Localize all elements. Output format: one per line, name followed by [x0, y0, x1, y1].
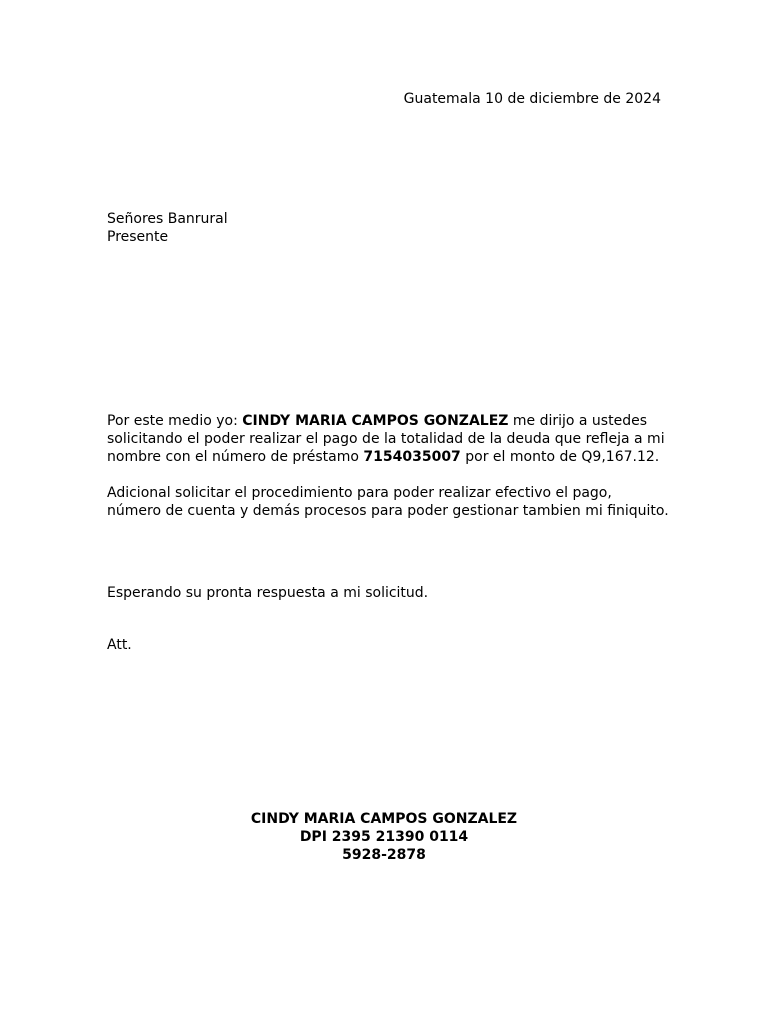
loan-prefix: nombre con el número de préstamo [107, 449, 364, 465]
request-line-1 [107, 412, 667, 430]
request-line-3 [107, 448, 667, 466]
closing-line: Esperando su pronta respuesta a mi solicitud. [107, 585, 429, 601]
additional-line-1: Adicional solicitar el procedimiento para poder realizar efectivo el pago, [107, 485, 612, 501]
recipient-name: Señores Banrural [107, 211, 228, 227]
additional-paragraph [107, 484, 667, 520]
request-paragraph [107, 412, 667, 466]
loan-number: 7154035007 [363, 449, 461, 465]
signature-name: CINDY MARIA CAMPOS GONZALEZ [250, 811, 518, 827]
signature-phone: 5928-2878 [342, 847, 426, 863]
additional-line-2: número de cuenta y demás procesos para poder gestionar tambien mi finiquito. [107, 503, 669, 519]
recipient-block [107, 210, 228, 246]
request-prefix: Por este medio yo: [107, 413, 243, 429]
signature-block [0, 810, 768, 864]
requester-name: CINDY MARIA CAMPOS GONZALEZ [242, 413, 509, 429]
recipient-presente: Presente [107, 229, 169, 245]
amount-text: por el monto de Q9,167.12. [460, 449, 660, 465]
date-line: Guatemala 10 de diciembre de 2024 [403, 91, 661, 107]
signature-dpi: DPI 2395 21390 0114 [299, 829, 469, 845]
request-line-2: solicitando el poder realizar el pago de la totalidad de la deuda que refleja a mi [107, 431, 665, 447]
request-after-name: me dirijo a ustedes [508, 413, 647, 429]
salutation: Att. [107, 637, 132, 653]
